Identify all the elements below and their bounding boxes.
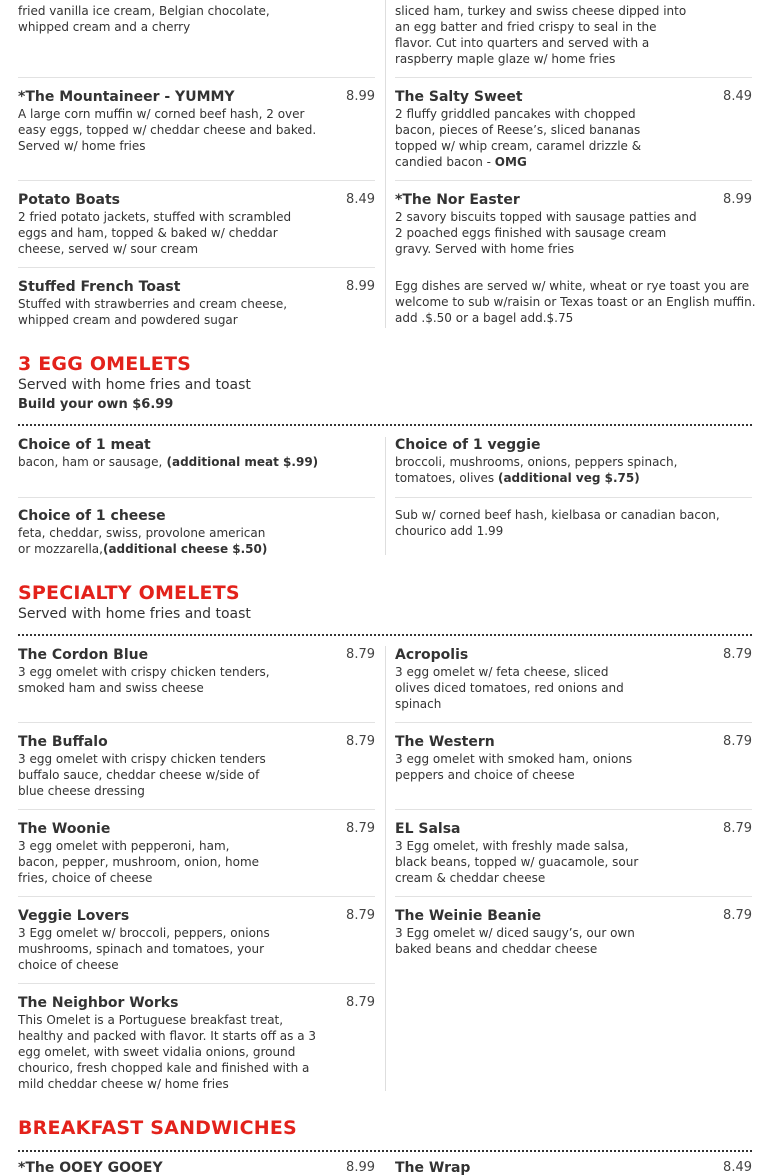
menu-item-name: Stuffed French Toast: [18, 279, 181, 295]
menu-item-name: Choice of 1 cheese: [18, 508, 166, 524]
menu-item-price: 8.49: [723, 1160, 752, 1175]
menu-item-price: 8.79: [346, 995, 375, 1010]
menu-item-name: *The Nor Easter: [395, 192, 520, 208]
section-title: 3 EGG OMELETS: [18, 353, 191, 375]
item-description: 3 Egg omelet, with freshly made salsa, black beans, topped w/ guacamole, sour cream & cheddar cheese: [395, 839, 639, 885]
section-title: SPECIALTY OMELETS: [18, 582, 240, 604]
dotted-divider: [18, 1150, 752, 1152]
menu-item-name: The Cordon Blue: [18, 647, 149, 663]
section-title: BREAKFAST SANDWICHES: [18, 1117, 297, 1139]
item-description: 3 egg omelet with crispy chicken tenders, smoked ham and swiss cheese: [18, 665, 270, 695]
divider: [395, 809, 752, 810]
divider: [395, 180, 752, 181]
item-description: 3 Egg omelet w/ broccoli, peppers, onions mushrooms, spinach and tomatoes, your choice of cheese: [18, 926, 270, 972]
menu-item-name: The Weinie Beanie: [395, 908, 542, 924]
item-description: 3 egg omelet with smoked ham, onions peppers and choice of cheese: [395, 752, 633, 782]
menu-item-price: 8.99: [346, 279, 375, 294]
item-description: 2 fried potato jackets, stuffed with scrambled eggs and ham, topped & baked w/ cheddar cheese, served w/ sour cream: [18, 210, 292, 256]
build-your-own-price: Build your own $6.99: [18, 397, 174, 412]
item-description: 3 egg omelet with pepperoni, ham, bacon, pepper, mushroom, onion, home fries, choice of cheese: [18, 839, 260, 885]
divider: [18, 983, 375, 984]
item-description: 3 egg omelet w/ feta cheese, sliced olives diced tomatoes, red onions and spinach: [395, 665, 624, 711]
menu-item-name: *The OOEY GOOEY: [18, 1160, 163, 1176]
item-description: 2 fluffy griddled pancakes with chopped bacon, pieces of Reese’s, sliced bananas topped w/ whip cream, caramel drizzle & candied bacon - OMG: [395, 107, 642, 169]
menu-item-price: 8.79: [723, 908, 752, 923]
column-divider: [385, 0, 386, 328]
menu-item-price: 8.99: [346, 89, 375, 104]
menu-item-name: The Neighbor Works: [18, 995, 179, 1011]
divider: [18, 896, 375, 897]
divider: [18, 722, 375, 723]
menu-item-price: 8.79: [723, 821, 752, 836]
menu-item-name: The Western: [395, 734, 495, 750]
menu-item-name: Veggie Lovers: [18, 908, 130, 924]
section-subtitle: Served with home fries and toast: [18, 377, 251, 393]
divider: [18, 77, 375, 78]
section-subtitle: Served with home fries and toast: [18, 606, 251, 622]
menu-item-name: Choice of 1 veggie: [395, 437, 541, 453]
divider: [18, 267, 375, 268]
menu-item-name: *The Mountaineer - YUMMY: [18, 89, 235, 105]
menu-item-name: Choice of 1 meat: [18, 437, 151, 453]
dotted-divider: [18, 634, 752, 636]
item-description: A large corn muffin w/ corned beef hash, 2 over easy eggs, topped w/ cheddar cheese and baked. Served w/ home fries: [18, 107, 317, 153]
divider: [395, 77, 752, 78]
item-description: 2 savory biscuits topped with sausage patties and 2 poached eggs finished with sausage cream gravy. Served with home fries: [395, 210, 697, 256]
item-description: fried vanilla ice cream, Belgian chocolate, whipped cream and a cherry: [18, 4, 270, 34]
menu-item-name: The Wrap: [395, 1160, 471, 1176]
menu-item-price: 8.79: [346, 647, 375, 662]
item-description: 3 Egg omelet w/ diced saugy’s, our own baked beans and cheddar cheese: [395, 926, 635, 956]
menu-item-price: 8.79: [723, 734, 752, 749]
egg-dish-note: Egg dishes are served w/ white, wheat or rye toast you are welcome to sub w/raisin or Texas toast or an English muffin. add .$.50 or a bagel add.$.75: [395, 279, 756, 325]
menu-item-price: 8.99: [723, 192, 752, 207]
menu-item-price: 8.79: [723, 647, 752, 662]
divider: [395, 896, 752, 897]
dotted-divider: [18, 424, 752, 426]
item-description: broccoli, mushrooms, onions, peppers spinach, tomatoes, olives (additional veg $.75): [395, 455, 678, 485]
menu-item-price: 8.79: [346, 821, 375, 836]
divider: [18, 497, 375, 498]
menu-item-name: EL Salsa: [395, 821, 461, 837]
substitution-note: Sub w/ corned beef hash, kielbasa or canadian bacon, chourico add 1.99: [395, 508, 720, 538]
item-description: 3 egg omelet with crispy chicken tenders buffalo sauce, cheddar cheese w/side of blue cheese dressing: [18, 752, 266, 798]
column-divider: [385, 646, 386, 1091]
divider: [395, 497, 752, 498]
item-description: Stuffed with strawberries and cream cheese, whipped cream and powdered sugar: [18, 297, 288, 327]
menu-item-price: 8.99: [346, 1160, 375, 1175]
column-divider: [385, 437, 386, 555]
menu-item-price: 8.79: [346, 734, 375, 749]
item-description: This Omelet is a Portuguese breakfast treat, healthy and packed with flavor. It starts off as a 3 egg omelet, with sweet vidalia onions, ground chourico, fresh chopped kale and finished with a mild cheddar cheese w/ home fries: [18, 1013, 317, 1091]
menu-item-price: 8.49: [723, 89, 752, 104]
menu-item-name: The Woonie: [18, 821, 111, 837]
menu-item-name: The Buffalo: [18, 734, 108, 750]
divider: [18, 809, 375, 810]
item-description: bacon, ham or sausage, (additional meat $.99): [18, 455, 319, 469]
divider: [395, 722, 752, 723]
menu-item-name: The Salty Sweet: [395, 89, 523, 105]
menu-item-name: Acropolis: [395, 647, 469, 663]
menu-item-price: 8.79: [346, 908, 375, 923]
menu-item-name: Potato Boats: [18, 192, 120, 208]
item-description: sliced ham, turkey and swiss cheese dipped into an egg batter and fried crispy to seal in the flavor. Cut into quarters and served with a raspberry maple glaze w/ home fries: [395, 4, 687, 66]
menu-item-price: 8.49: [346, 192, 375, 207]
item-description: feta, cheddar, swiss, provolone american or mozzarella,(additional cheese $.50): [18, 526, 268, 556]
divider: [18, 180, 375, 181]
